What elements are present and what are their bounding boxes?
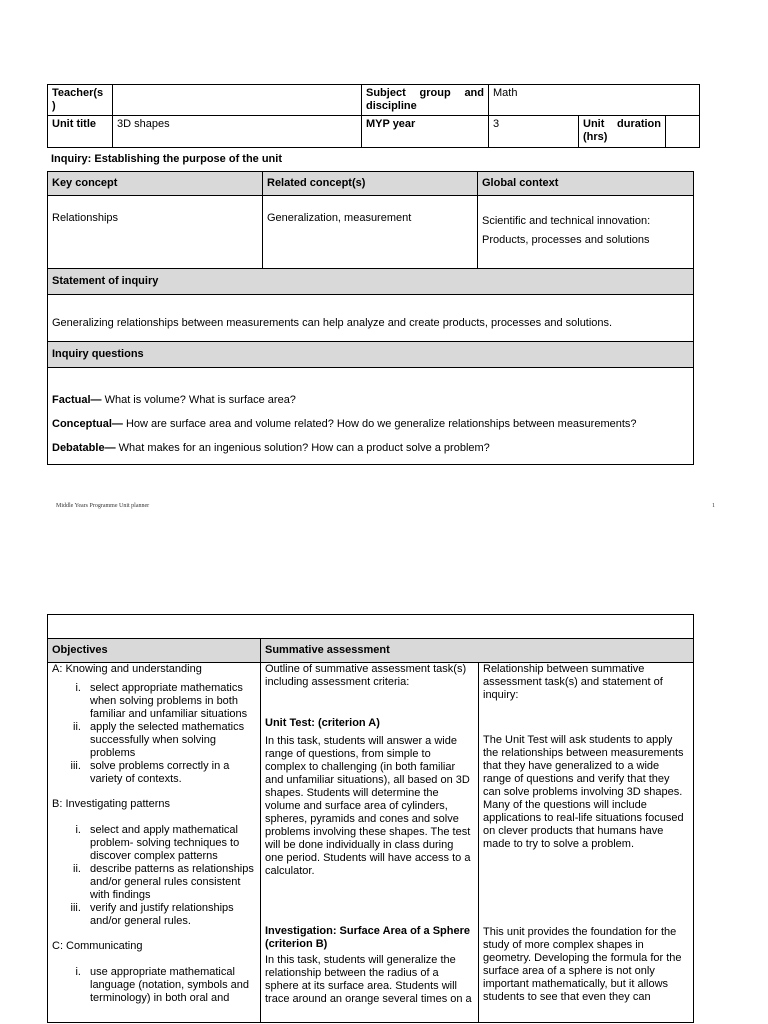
factual-text: What is volume? What is surface area?	[101, 394, 296, 406]
global-context-line: Scientific and technical innovation:	[482, 215, 651, 227]
blank-row	[48, 615, 694, 639]
unit-test-text: In this task, students will answer a wide range of questions, from simple to complex to challenging (in both familiar and unfamiliar situations), all based on 3D shapes. Students will determine the volume and surface area of cylinders, spheres, pyramids and cones and solve problems involving these shapes. The test will be done individually in class during one period. Students will have access to a calculator.	[265, 735, 471, 877]
relationship-label: Relationship between summative assessment task(s) and statement of inquiry:	[483, 663, 663, 701]
criterion-b-list	[52, 824, 256, 928]
duration-label: Unit duration (hrs)	[579, 116, 666, 148]
related-concepts-value: Generalization, measurement	[263, 196, 478, 269]
objective-item: i. use appropriate mathematical language (notation, symbols and terminology) in both oral and	[84, 966, 256, 1005]
factual-question	[52, 388, 689, 412]
objective-item: iii. solve problems correctly in a variety of contexts.	[84, 760, 256, 786]
statement-value: Generalizing relationships between measurements can help analyze and create products, processes and solutions.	[48, 295, 694, 342]
objective-item: i. select appropriate mathematics when solving problems in both familiar and unfamiliar situations	[84, 682, 256, 721]
statement-header: Statement of inquiry	[48, 269, 694, 295]
myp-year-value: 3	[489, 116, 579, 148]
teacher-value	[113, 85, 362, 116]
summative-relationship-cell	[479, 663, 694, 1023]
criterion-b-title: B: Investigating patterns	[52, 798, 171, 810]
subject-value: Math	[489, 85, 700, 116]
inquiry-section-title: Inquiry: Establishing the purpose of the unit	[51, 153, 282, 165]
inquiry-questions-header: Inquiry questions	[48, 342, 694, 368]
key-concept-header: Key concept	[48, 172, 263, 196]
criterion-a-list	[52, 682, 256, 786]
objective-item: ii. describe patterns as relationships and/or general rules consistent with findings	[84, 863, 256, 902]
conceptual-label: Conceptual—	[52, 418, 123, 430]
unit-header-table	[47, 84, 700, 148]
investigation-title: Investigation: Surface Area of a Sphere (criterion B)	[265, 925, 470, 950]
subject-label: Subject group and discipline	[362, 85, 489, 116]
factual-label: Factual—	[52, 394, 102, 406]
criterion-a-title: A: Knowing and understanding	[52, 663, 202, 675]
related-concepts-header: Related concept(s)	[263, 172, 478, 196]
teacher-label: Teacher(s )	[48, 85, 113, 116]
outline-label: Outline of summative assessment task(s) including assessment criteria:	[265, 663, 467, 688]
inquiry-table	[47, 171, 694, 465]
objective-item: i. select and apply mathematical problem- solving techniques to discover complex patterns	[84, 824, 256, 863]
unit-test-relation: The Unit Test will ask students to apply the relationships between measurements that they have generalized to a wide range of questions and verify that they can solve problems involving 3D shapes. Many of the questions will include applications to real-life situations focused on clever products that humans have made to try to solve a problem.	[483, 734, 684, 850]
unit-title-label: Unit title	[48, 116, 113, 148]
debatable-text: What makes for an ingenious solution? How can a product solve a problem?	[115, 442, 490, 454]
key-concept-value: Relationships	[48, 196, 263, 269]
objectives-cell	[48, 663, 261, 1023]
unit-test-title: Unit Test: (criterion A)	[265, 717, 380, 729]
debatable-question	[52, 436, 689, 460]
myp-year-label: MYP year	[362, 116, 489, 148]
objective-item: iii. verify and justify relationships and/or general rules.	[84, 902, 256, 928]
global-context-line: Products, processes and solutions	[482, 234, 650, 246]
duration-value	[666, 116, 700, 148]
objective-item: ii. apply the selected mathematics successfully when solving problems	[84, 721, 256, 760]
objectives-table	[47, 614, 694, 1023]
objectives-header: Objectives	[48, 639, 261, 663]
summative-header: Summative assessment	[261, 639, 694, 663]
debatable-label: Debatable—	[52, 442, 116, 454]
investigation-text: In this task, students will generalize the relationship between the radius of a sphere at its surface area. Students will trace around an orange several times on a	[265, 954, 472, 1005]
page-number: 1	[712, 503, 715, 509]
criterion-c-title: C: Communicating	[52, 940, 143, 952]
inquiry-questions	[48, 368, 694, 465]
conceptual-text: How are surface area and volume related? How do we generalize relationships between measurements?	[122, 418, 637, 430]
conceptual-question	[52, 412, 689, 436]
summative-outline-cell	[261, 663, 479, 1023]
global-context-value	[478, 196, 694, 269]
footer-text: Middle Years Programme Unit planner	[56, 503, 150, 509]
criterion-c-list	[52, 966, 256, 1005]
global-context-header: Global context	[478, 172, 694, 196]
unit-title-value: 3D shapes	[113, 116, 362, 148]
investigation-relation: This unit provides the foundation for the study of more complex shapes in geometry. Developing the formula for the surface area of a sphere is not only important mathematically, but it allows students to see that even they can	[483, 926, 682, 1003]
